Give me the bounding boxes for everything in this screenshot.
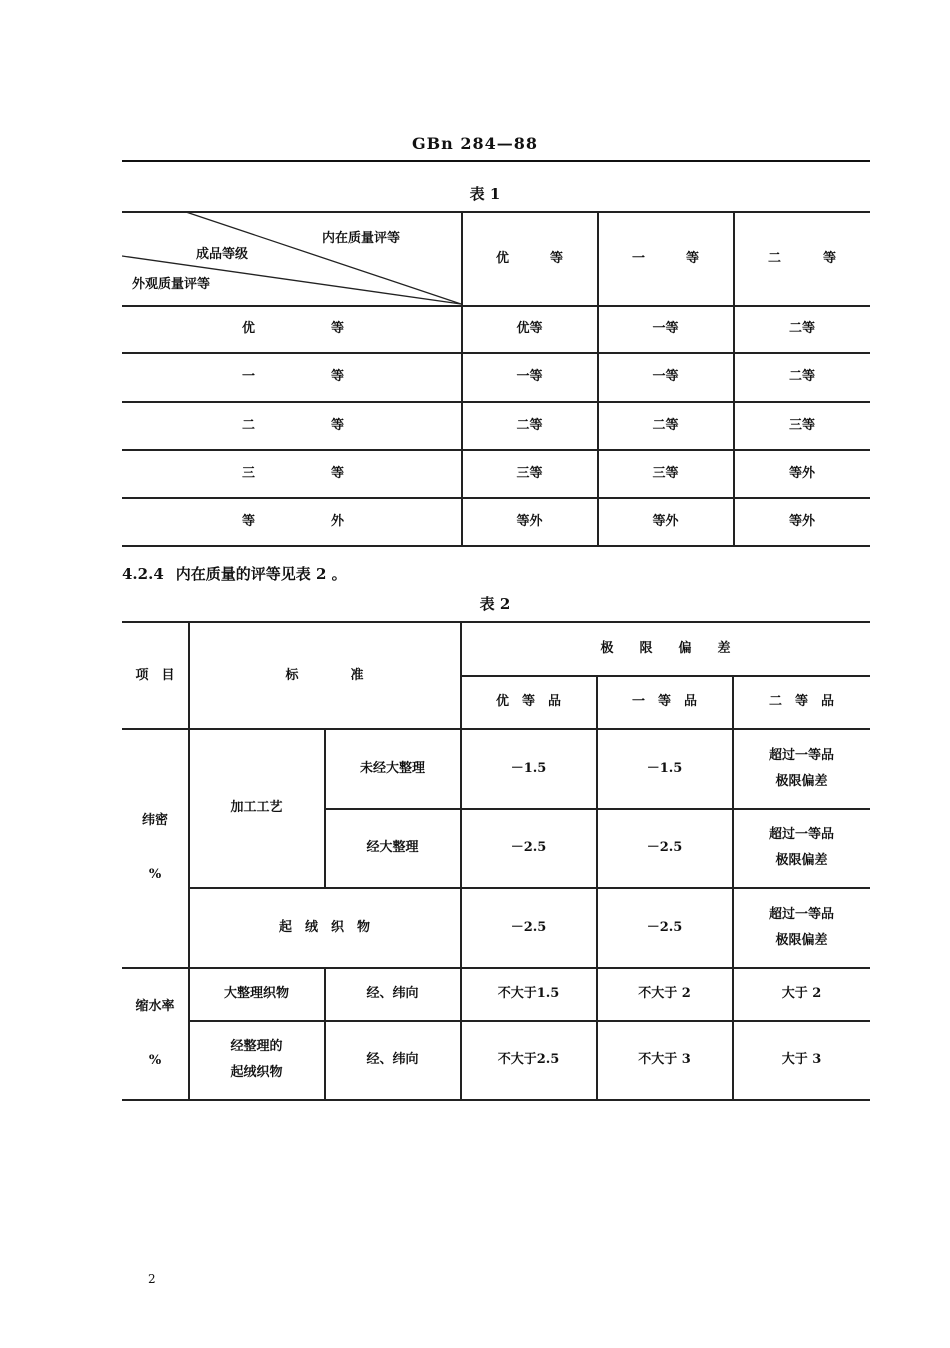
table1-row-label bbox=[122, 353, 461, 401]
table1-cell: 等外 bbox=[652, 513, 679, 529]
table1-cell: 等外 bbox=[788, 513, 815, 529]
cell-line: 极限偏差 bbox=[775, 773, 828, 789]
table1-col-header bbox=[734, 212, 870, 305]
table1-row-label bbox=[122, 306, 461, 352]
shrinkage-direction: 经、纬向 bbox=[366, 986, 419, 1001]
table2-cell: 不大于1.5 bbox=[497, 986, 560, 1001]
cell-line: 经整理的 bbox=[230, 1039, 283, 1054]
row-char: 三 bbox=[242, 465, 256, 481]
table2-bottom-rule bbox=[122, 1099, 870, 1101]
col-char: 等 bbox=[822, 250, 836, 266]
table2-caption: 表 2 bbox=[479, 595, 511, 613]
table1-row-label bbox=[122, 450, 461, 497]
diag-label-grade: 成品等级 bbox=[196, 247, 249, 262]
col-char: 等 bbox=[549, 250, 563, 266]
diag-label-intrinsic: 内在质量评等 bbox=[322, 231, 401, 246]
table1-cell: 二等 bbox=[516, 417, 543, 433]
weft-sub-standard: 经大整理 bbox=[366, 840, 419, 855]
table1-caption: 表 1 bbox=[469, 185, 501, 203]
table2-header-standard: 标 准 bbox=[285, 667, 364, 683]
cell-line: 超过一等品 bbox=[768, 827, 834, 842]
table2-cell-multiline bbox=[733, 809, 870, 887]
table2-cell: －1.5 bbox=[646, 760, 683, 776]
weft-density-unit: % bbox=[148, 867, 162, 882]
table1-cell: 二等 bbox=[788, 369, 815, 384]
row-char: 外 bbox=[331, 513, 345, 529]
table1-cell: 三等 bbox=[516, 465, 543, 481]
table2-cell-multiline bbox=[733, 729, 870, 808]
row-char: 等 bbox=[331, 369, 345, 384]
table2-cell: 不大于 2 bbox=[638, 986, 691, 1001]
table1-bottom-rule bbox=[122, 545, 870, 547]
weft-density-name: 纬密 bbox=[141, 813, 168, 828]
row-char: 等 bbox=[331, 321, 345, 336]
col-char: 二 bbox=[768, 250, 782, 266]
shrinkage-standard-multiline bbox=[189, 1021, 324, 1099]
weft-sub-standard: 起 绒 织 物 bbox=[278, 919, 370, 935]
row-char: 二 bbox=[242, 417, 256, 433]
shrinkage-standard: 大整理织物 bbox=[223, 986, 289, 1001]
table1-cell: 优等 bbox=[516, 321, 543, 336]
table1-col-header bbox=[598, 212, 733, 305]
table1-row-label bbox=[122, 402, 461, 449]
cell-line: 起绒织物 bbox=[230, 1065, 283, 1080]
table2-cell: 不大于2.5 bbox=[497, 1052, 560, 1067]
table2-cell: 大于 3 bbox=[781, 1052, 822, 1067]
row-char: 等 bbox=[331, 465, 345, 481]
table2-cell-multiline bbox=[733, 888, 870, 967]
col-char: 一 bbox=[632, 250, 646, 266]
section-paragraph bbox=[122, 563, 347, 584]
table1-row-label bbox=[122, 498, 461, 545]
table2-header-grade: 一 等 品 bbox=[631, 694, 697, 709]
row-char: 一 bbox=[242, 369, 256, 384]
shrinkage-name: 缩水率 bbox=[135, 998, 175, 1014]
table1-cell: 二等 bbox=[788, 321, 815, 336]
page-number: 2 bbox=[148, 1272, 156, 1286]
document-code: GBn 284—88 bbox=[411, 134, 539, 153]
table2-cell: －2.5 bbox=[646, 840, 683, 855]
table1-cell: 等外 bbox=[788, 465, 815, 481]
table1-cell: 一等 bbox=[652, 321, 679, 336]
cell-line: 极限偏差 bbox=[775, 932, 828, 948]
table2-cell: 不大于 3 bbox=[638, 1052, 691, 1067]
table1-cell: 一等 bbox=[652, 369, 679, 384]
table1-cell: 一等 bbox=[516, 369, 543, 384]
cell-line: 超过一等品 bbox=[768, 747, 834, 763]
header-rule bbox=[122, 160, 870, 162]
cell-line: 极限偏差 bbox=[775, 853, 828, 868]
table2-cell: 大于 2 bbox=[781, 986, 822, 1001]
table2-header-deviation: 极 限 偏 差 bbox=[600, 641, 731, 656]
table1-cell: 等外 bbox=[516, 513, 543, 529]
shrinkage-unit: % bbox=[148, 1052, 162, 1068]
row-char: 等 bbox=[331, 417, 345, 433]
table2-header-item: 项 目 bbox=[135, 667, 175, 683]
section-text: 内在质量的评等见表 2 。 bbox=[175, 565, 347, 583]
table1-cell: 三等 bbox=[652, 465, 679, 481]
diag-label-appearance: 外观质量评等 bbox=[132, 277, 211, 292]
shrinkage-label bbox=[122, 968, 188, 1099]
table2-cell: －1.5 bbox=[510, 760, 547, 776]
table2-cell: －2.5 bbox=[646, 919, 683, 935]
table2-header-grade: 二 等 品 bbox=[768, 694, 834, 709]
col-char: 等 bbox=[685, 250, 699, 266]
weft-density-label bbox=[122, 729, 188, 967]
process-label: 加工工艺 bbox=[230, 800, 283, 815]
col-char: 优 bbox=[496, 250, 510, 266]
cell-line: 超过一等品 bbox=[768, 906, 834, 922]
shrinkage-direction: 经、纬向 bbox=[366, 1052, 419, 1067]
table2-header-grade: 优 等 品 bbox=[495, 694, 561, 709]
weft-sub-standard: 未经大整理 bbox=[359, 760, 425, 776]
table1-cell: 三等 bbox=[788, 417, 815, 433]
table2-cell: －2.5 bbox=[510, 919, 547, 935]
section-number: 4.2.4 bbox=[122, 565, 164, 583]
table1-cell: 二等 bbox=[652, 417, 679, 433]
table1-col-header bbox=[462, 212, 597, 305]
row-char: 等 bbox=[242, 513, 256, 529]
table2-cell: －2.5 bbox=[510, 840, 547, 855]
row-char: 优 bbox=[242, 321, 256, 336]
